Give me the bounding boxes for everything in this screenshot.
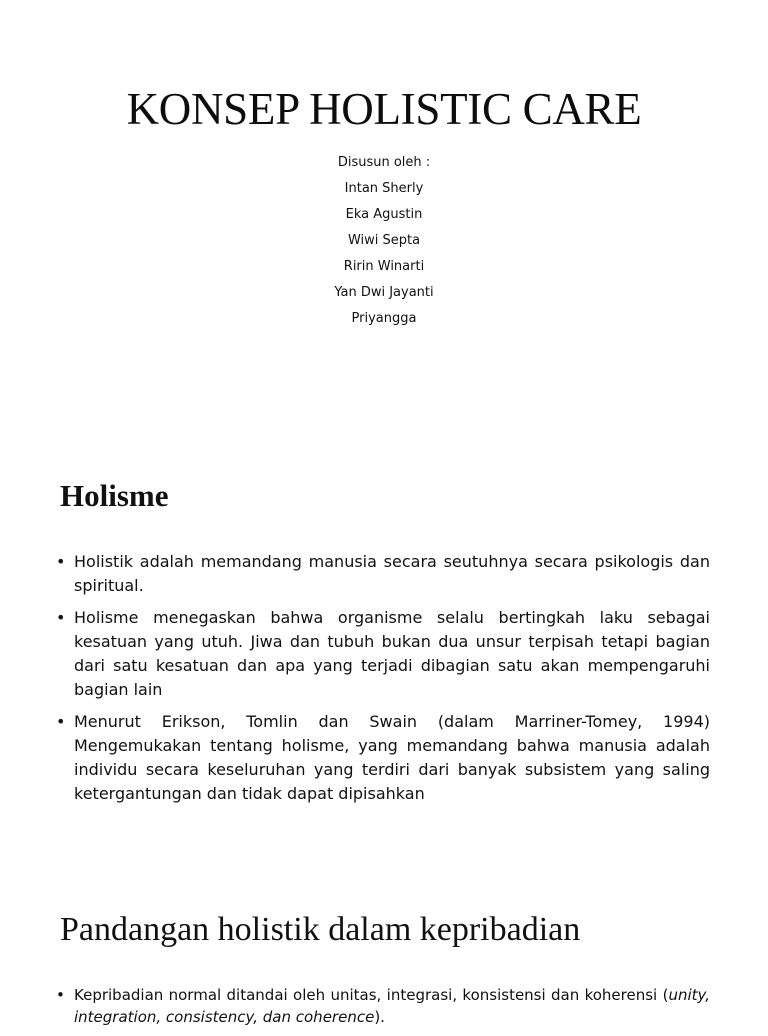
- bullet-text: Menurut Erikson, Tomlin dan Swain (dalam Marriner-Tomey, 1994) Mengemukakan tentang holisme, yang memandang bahwa manusia adalah individu secara keseluruhan yang terdiri dari banyak subsistem yang saling ketergantungan dan tidak dapat dipisahkan: [74, 712, 710, 803]
- bullet-item: [56, 710, 710, 806]
- bullet-item: [56, 550, 710, 598]
- bullet-icon: •: [56, 712, 66, 731]
- authors-block: [0, 150, 768, 332]
- holisme-slide: [0, 440, 768, 860]
- bullet-list: [56, 984, 710, 1036]
- bullet-item: [56, 984, 710, 1028]
- bullet-text: Holisme menegaskan bahwa organisme selalu bertingkah laku sebagai kesatuan yang utuh. Jiwa dan tubuh bukan dua unsur terpisah tetapi bagian dari satu kesatuan dan apa yang terjadi dibagian satu akan mempengaruhi bagian lain: [74, 608, 710, 699]
- author-name: Ririn Winarti: [343, 259, 425, 274]
- slide-heading: Holisme: [60, 478, 169, 513]
- bullet-icon: •: [56, 552, 66, 571]
- bullet-list: [56, 550, 710, 814]
- paren-close: ).: [374, 1008, 385, 1026]
- bullet-text: Holistik adalah memandang manusia secara seutuhnya secara psikologis dan spiritual.: [74, 552, 710, 595]
- author-name: Yan Dwi Jayanti: [334, 285, 434, 300]
- bullet-icon: •: [56, 986, 65, 1004]
- authors-label: Disusun oleh :: [337, 155, 431, 170]
- italic-terms: unity, integration, consistency, dan coherence: [74, 986, 710, 1026]
- bullet-icon: •: [56, 608, 66, 627]
- paren-open: (: [662, 986, 669, 1004]
- title-slide: [0, 0, 768, 420]
- bullet-item: [56, 606, 710, 702]
- author-name: Eka Agustin: [345, 207, 423, 222]
- slide-heading: Pandangan holistik dalam kepribadian: [60, 911, 581, 948]
- presentation-title: KONSEP HOLISTIC CARE: [126, 84, 642, 134]
- author-name: Intan Sherly: [344, 181, 424, 196]
- bullet-text: Kepribadian normal ditandai oleh unitas, integrasi, konsistensi dan koherensi: [74, 986, 658, 1004]
- kepribadian-slide: [0, 880, 768, 1024]
- author-name: Wiwi Septa: [347, 233, 421, 248]
- author-name: Priyangga: [351, 311, 417, 326]
